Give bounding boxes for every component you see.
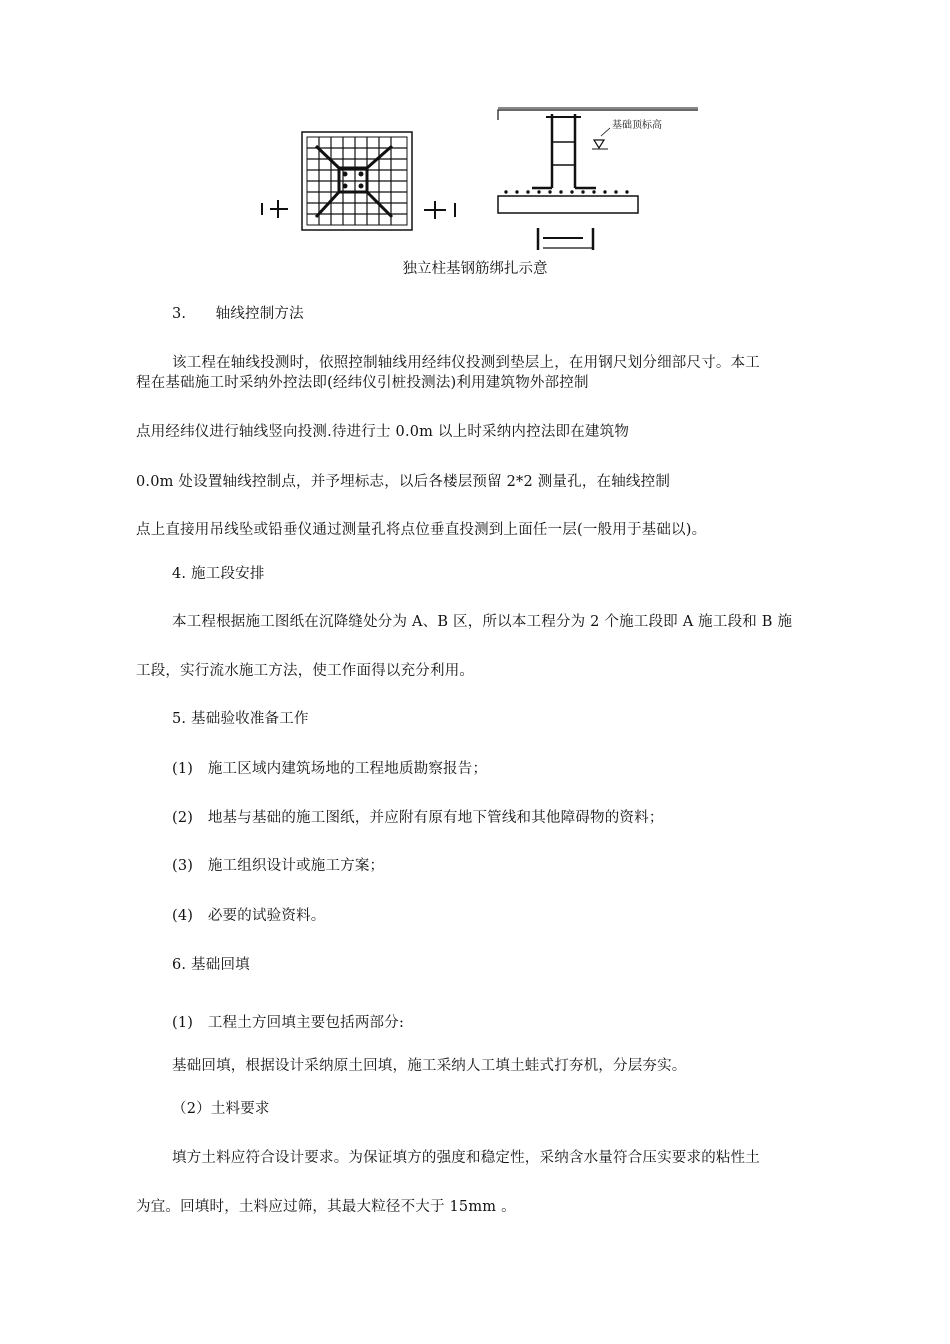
section-4-paragraph-1: 本工程根据施工图纸在沉降缝处分为 A、B 区，所以本工程分为 2 个施工段即 A 施工段和 B 施 (172, 614, 793, 630)
figure-caption: 独立柱基钢筋绑扎示意 (402, 261, 548, 277)
plan-view-drawing (302, 132, 412, 230)
section-6-title: 6. 基础回填 (172, 957, 250, 973)
section-6-subtitle-1: (1) 工程土方回填主要包括两部分: (172, 1015, 405, 1031)
section-5-item: (3) 施工组织设计或施工方案； (172, 858, 385, 874)
elevation-label: 基础顶标高 (612, 120, 662, 131)
section-view-drawing (498, 108, 698, 250)
section-marker-left (262, 200, 288, 218)
section-5-item: (4) 必要的试验资料。 (172, 908, 326, 924)
section-3-paragraph-3: 点用经纬仪进行轴线竖向投测.待进行士 0.0m 以上时采纳内控法即在建筑物 (136, 424, 630, 440)
section-4-title: 4. 施工段安排 (172, 566, 265, 582)
section-5-item: (2) 地基与基础的施工图纸，并应附有原有地下管线和其他障碍物的资料； (172, 810, 664, 826)
section-marker-right (424, 201, 455, 219)
section-3-title: 3. 轴线控制方法 (172, 306, 304, 322)
section-6-subtitle-2: （2）土料要求 (172, 1101, 270, 1117)
section-3-paragraph-5: 点上直接用吊线坠或铅垂仪通过测量孔将点位垂直投测到上面任一层(一般用于基础以)。 (136, 522, 707, 538)
section-6-paragraph-1: 基础回填，根据设计采纳原土回填，施工采纳人工填土蛙式打夯机，分层夯实。 (172, 1058, 687, 1074)
section-3-paragraph-1: 该工程在轴线投测时，依照控制轴线用经纬仪投测到垫层上，在用钢尺划分细部尺寸。本工 (172, 355, 760, 371)
section-5-title: 5. 基础验收准备工作 (172, 711, 309, 727)
rebar-figure (250, 100, 710, 255)
section-3-paragraph-4: 0.0m 处设置轴线控制点，并予埋标志，以后各楼层预留 2*2 测量孔，在轴线控制 (136, 474, 671, 490)
section-5-item: (1) 施工区域内建筑场地的工程地质勘察报告； (172, 761, 488, 777)
section-6-paragraph-3: 为宜。回填时，土料应过筛，其最大粒径不大于 15mm 。 (136, 1199, 516, 1215)
section-4-paragraph-2: 工段，实行流水施工方法，使工作面得以充分利用。 (136, 663, 475, 679)
section-6-paragraph-2: 填方土料应符合设计要求。为保证填方的强度和稳定性，采纳含水量符合压实要求的粘性土 (172, 1150, 760, 1166)
section-3-paragraph-2: 程在基础施工时采纳外控法即(经纬仪引桩投测法)利用建筑物外部控制 (136, 375, 589, 391)
